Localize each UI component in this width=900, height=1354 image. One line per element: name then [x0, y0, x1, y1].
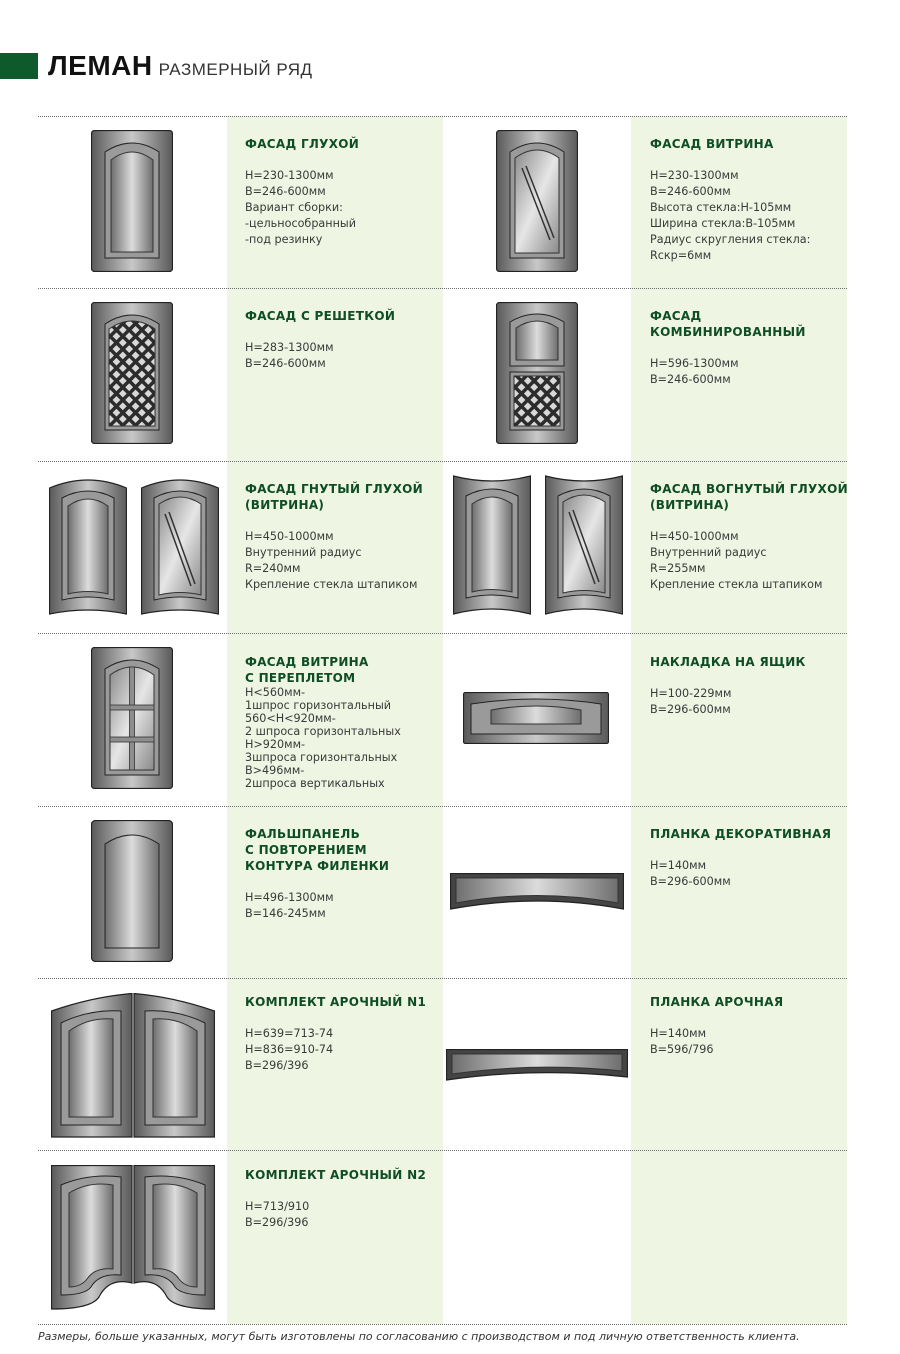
- arch-set-2-image: [51, 1165, 215, 1310]
- spec-line: Н=100-229мм: [650, 687, 732, 700]
- spec-line: -под резинку: [245, 233, 323, 246]
- spec-line: В=246-600мм: [245, 357, 326, 370]
- item-facade-mullion: [245, 654, 401, 790]
- item-title: ФАСАД ВОГНУТЫЙ ГЛУХОЙ: [650, 482, 848, 496]
- item-facade-bent: [245, 481, 423, 593]
- item-title: С ПОВТОРЕНИЕМ: [245, 843, 367, 857]
- item-facade-glass: [650, 136, 810, 264]
- spec-line: В=246-600мм: [650, 373, 731, 386]
- item-title: ФАСАД ВИТРИНА: [245, 655, 369, 669]
- spec-line: Н>920мм-: [245, 738, 306, 751]
- spec-line: Вариант сборки:: [245, 201, 343, 214]
- spec-line: В=246-600мм: [650, 185, 731, 198]
- item-facade-lattice: [245, 308, 395, 372]
- decorative-strip-image: [450, 873, 624, 913]
- brand-title: ЛЕМАН: [48, 50, 153, 81]
- spec-line: R=240мм: [245, 562, 301, 575]
- spec-line: В=596/796: [650, 1043, 714, 1056]
- facade-concave-glass-image: [545, 474, 623, 616]
- spec-line: R=255мм: [650, 562, 706, 575]
- item-drawer-front: [650, 654, 806, 718]
- item-arch-strip: [650, 994, 783, 1058]
- facade-bent-solid-image: [49, 474, 127, 616]
- item-decorative-strip: [650, 826, 831, 890]
- row-separator: [38, 1150, 847, 1151]
- item-title: ФАСАД ВИТРИНА: [650, 137, 774, 151]
- item-title: ФАСАД С РЕШЕТКОЙ: [245, 309, 396, 323]
- item-facade-solid: [245, 136, 359, 248]
- row-separator: [38, 806, 847, 807]
- spec-line: Н=283-1300мм: [245, 341, 334, 354]
- spec-line: Rскр=6мм: [650, 249, 712, 262]
- spec-line: -цельнособранный: [245, 217, 357, 230]
- spec-line: Н=639=713-74: [245, 1027, 334, 1040]
- arch-strip-image: [446, 1049, 628, 1081]
- facade-combined-image: [496, 302, 578, 444]
- spec-line: В>496мм-: [245, 764, 305, 777]
- item-facade-concave: [650, 481, 848, 593]
- spec-line: В=296/396: [245, 1216, 309, 1229]
- footer-note: Размеры, больше указанных, могут быть изготовлены по согласованию с производством и под личную ответственность клиента.: [38, 1330, 800, 1343]
- spec-line: 1шпрос горизонтальный: [245, 699, 392, 712]
- page-subtitle: РАЗМЕРНЫЙ РЯД: [158, 60, 313, 79]
- facade-solid-image: [91, 130, 173, 272]
- column-background-right: [631, 116, 847, 1324]
- spec-line: Внутренний радиус: [245, 546, 362, 559]
- row-separator: [38, 116, 847, 117]
- false-panel-image: [91, 820, 173, 962]
- facade-lattice-image: [91, 302, 173, 444]
- item-title: ПЛАНКА АРОЧНАЯ: [650, 995, 784, 1009]
- row-separator: [38, 978, 847, 979]
- spec-line: Н=140мм: [650, 1027, 707, 1040]
- spec-line: Н=596-1300мм: [650, 357, 739, 370]
- facade-mullion-image: [91, 647, 173, 789]
- item-title: (ВИТРИНА): [245, 498, 325, 512]
- row-separator: [38, 1324, 847, 1325]
- item-title: ФАСАД ГЛУХОЙ: [245, 137, 360, 151]
- spec-line: Радиус скругления стекла:: [650, 233, 811, 246]
- arch-set-1-image: [51, 993, 215, 1138]
- facade-bent-glass-image: [141, 474, 219, 616]
- spec-line: Н=713/910: [245, 1200, 310, 1213]
- spec-line: В=296-600мм: [650, 703, 731, 716]
- spec-line: В=296-600мм: [650, 875, 731, 888]
- item-facade-combined: [650, 308, 806, 388]
- spec-line: Н=140мм: [650, 859, 707, 872]
- header-accent-bar: [0, 53, 38, 79]
- row-separator: [38, 461, 847, 462]
- spec-line: 2шпроса вертикальных: [245, 777, 385, 790]
- item-title: С ПЕРЕПЛЕТОМ: [245, 671, 356, 685]
- item-title: ПЛАНКА ДЕКОРАТИВНАЯ: [650, 827, 832, 841]
- item-arch-set-2: [245, 1167, 426, 1231]
- item-title: КОМПЛЕКТ АРОЧНЫЙ N1: [245, 995, 427, 1009]
- page-title: [48, 50, 313, 82]
- item-title: ФАСАД: [650, 309, 702, 323]
- row-separator: [38, 288, 847, 289]
- spec-line: 560<Н<920мм-: [245, 712, 336, 725]
- spec-line: Н=450-1000мм: [245, 530, 334, 543]
- spec-line: В=296/396: [245, 1059, 309, 1072]
- spec-line: Внутренний радиус: [650, 546, 767, 559]
- spec-line: Крепление стекла штапиком: [650, 578, 823, 591]
- item-arch-set-1: [245, 994, 426, 1074]
- spec-line: Н<560мм-: [245, 686, 306, 699]
- spec-line: В=246-600мм: [245, 185, 326, 198]
- item-false-panel: [245, 826, 389, 922]
- spec-line: 2 шпроса горизонтальных: [245, 725, 401, 738]
- row-separator: [38, 633, 847, 634]
- item-title: НАКЛАДКА НА ЯЩИК: [650, 655, 806, 669]
- spec-line: Ширина стекла:В-105мм: [650, 217, 796, 230]
- facade-concave-solid-image: [453, 474, 531, 616]
- spec-line: 3шпроса горизонтальных: [245, 751, 398, 764]
- item-title: ФАЛЬШПАНЕЛЬ: [245, 827, 361, 841]
- spec-line: В=146-245мм: [245, 907, 326, 920]
- spec-line: Н=836=910-74: [245, 1043, 334, 1056]
- spec-line: Н=496-1300мм: [245, 891, 334, 904]
- drawer-front-image: [463, 692, 609, 744]
- facade-glass-image: [496, 130, 578, 272]
- item-title: ФАСАД ГНУТЫЙ ГЛУХОЙ: [245, 482, 423, 496]
- spec-line: Крепление стекла штапиком: [245, 578, 418, 591]
- spec-line: Н=450-1000мм: [650, 530, 739, 543]
- item-title: КОМПЛЕКТ АРОЧНЫЙ N2: [245, 1168, 427, 1182]
- item-title: КОМБИНИРОВАННЫЙ: [650, 325, 806, 339]
- spec-line: Н=230-1300мм: [245, 169, 334, 182]
- item-title: КОНТУРА ФИЛЕНКИ: [245, 859, 390, 873]
- spec-line: Высота стекла:Н-105мм: [650, 201, 792, 214]
- item-title: (ВИТРИНА): [650, 498, 730, 512]
- spec-line: Н=230-1300мм: [650, 169, 739, 182]
